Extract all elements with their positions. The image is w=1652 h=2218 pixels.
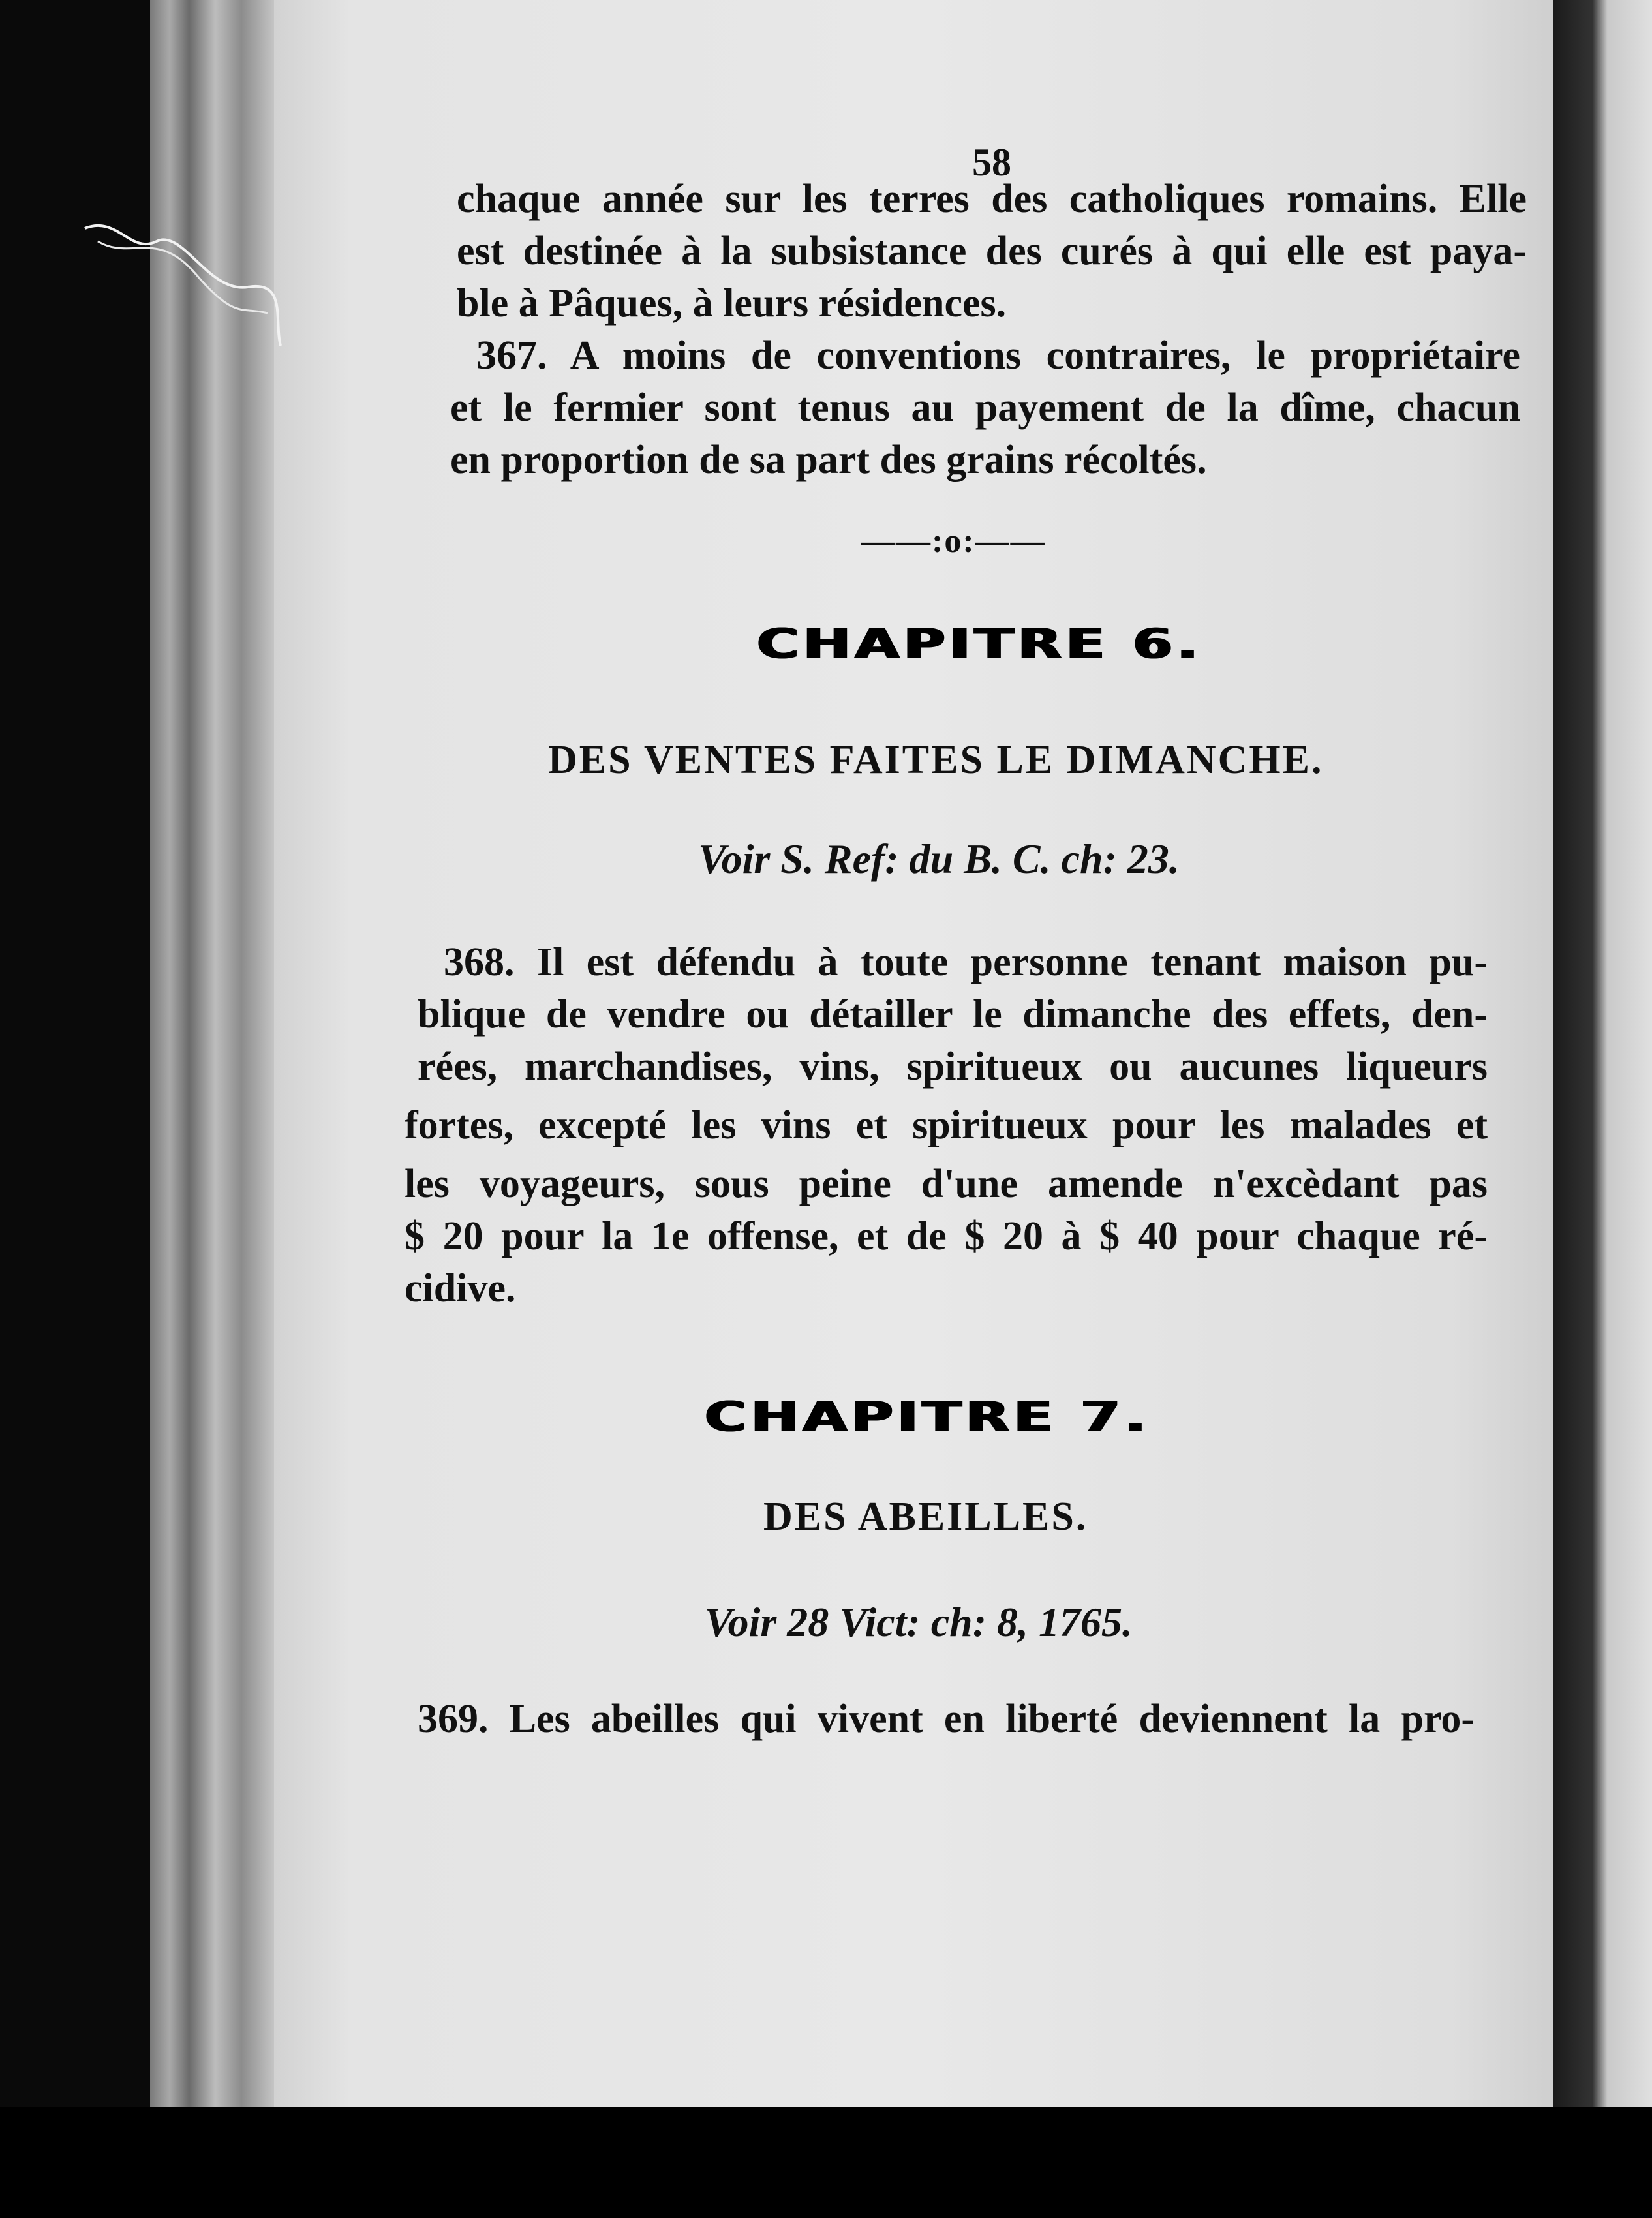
art-368-line-2: blique de vendre ou détailler le dimanche des effets, den- [418, 992, 1488, 1037]
continuation-line-1: chaque année sur les terres des catholiques romains. Elle [457, 177, 1527, 221]
art-368-line-5: les voyageurs, sous peine d'une amende n'excèdant pas [405, 1162, 1488, 1206]
page-number: 58 [972, 141, 1011, 184]
section-separator: ——:o:—— [861, 523, 1046, 560]
chapter-7-title: DES ABEILLES. [763, 1495, 1088, 1539]
chapter-7-heading: CHAPITRE 7. [705, 1392, 1150, 1441]
art-367-line-1: 367. A moins de conventions contraires, le propriétaire [476, 333, 1520, 378]
chapter-6-heading: CHAPITRE 6. [757, 619, 1202, 668]
art-368-line-1: 368. Il est défendu à toute personne tenant maison pu- [444, 940, 1488, 984]
chapter-6-reference: Voir S. Ref: du B. C. ch: 23. [698, 836, 1180, 882]
art-369-line-1: 369. Les abeilles qui vivent en liberté deviennent la pro- [418, 1697, 1475, 1741]
art-368-line-4: fortes, excepté les vins et spiritueux pour les malades et [405, 1103, 1488, 1147]
art-367-line-2: et le fermier sont tenus au payement de la dîme, chacun [450, 386, 1520, 430]
continuation-line-3: ble à Pâques, à leurs résidences. [457, 281, 1007, 326]
art-368-line-7: cidive. [405, 1266, 516, 1311]
chapter-7-reference: Voir 28 Vict: ch: 8, 1765. [705, 1599, 1133, 1645]
art-367-line-3: en proportion de sa part des grains récoltés. [450, 438, 1207, 482]
art-368-line-6: $ 20 pour la 1e offense, et de $ 20 à $ 40 pour chaque ré- [405, 1214, 1488, 1258]
art-368-line-3: rées, marchandises, vins, spiritueux ou aucunes liqueurs [418, 1044, 1488, 1089]
continuation-line-2: est destinée à la subsistance des curés à qui elle est paya- [457, 229, 1527, 273]
chapter-6-title: DES VENTES FAITES LE DIMANCHE. [548, 738, 1324, 782]
